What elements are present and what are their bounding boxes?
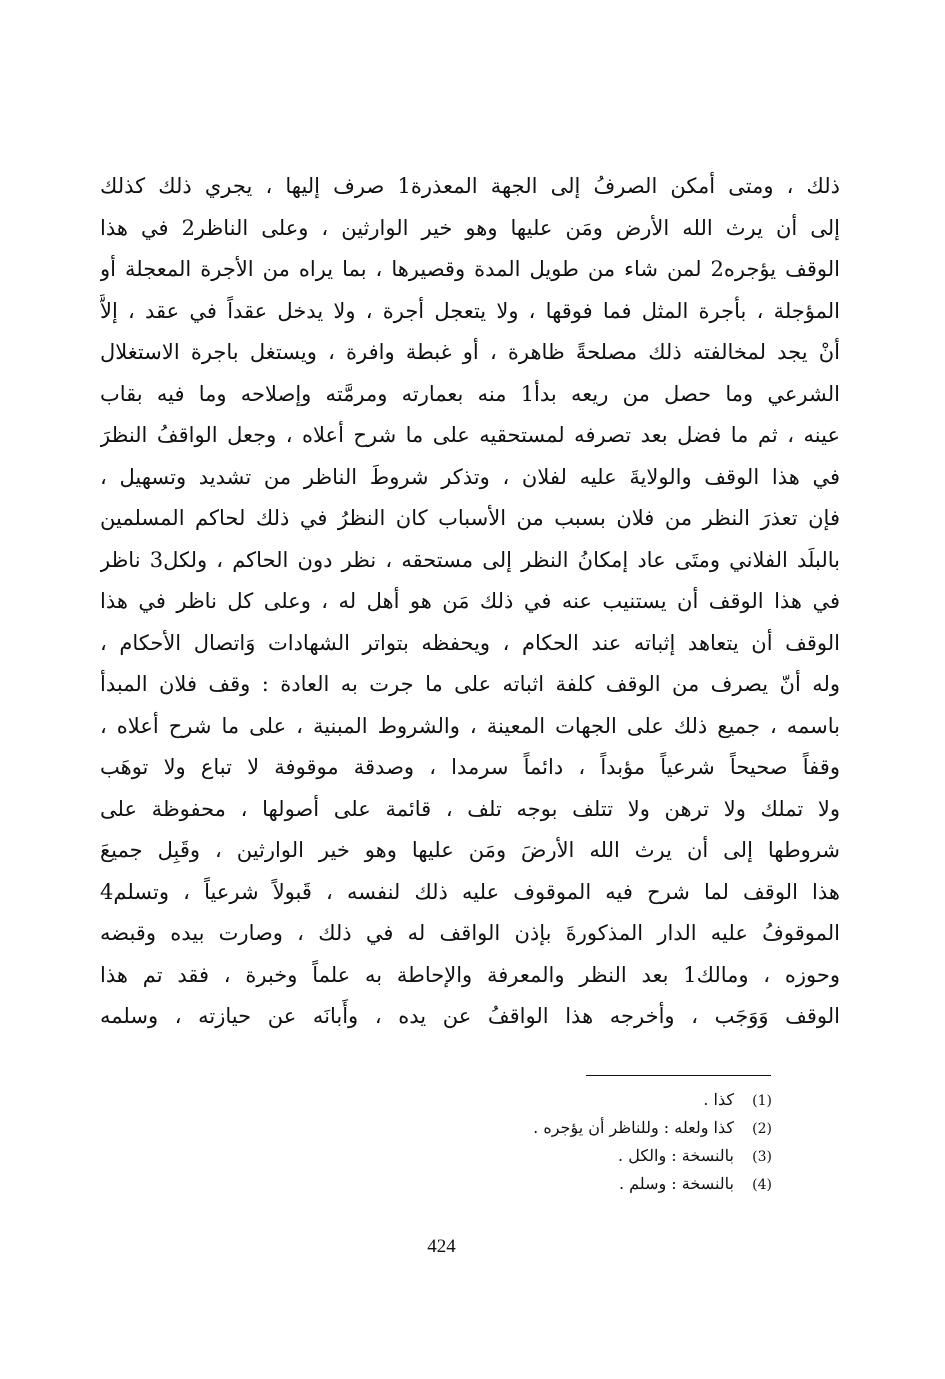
footnotes [300, 1086, 772, 1198]
footnote-item [300, 1086, 772, 1114]
footnote-number: (1) [752, 1093, 772, 1109]
footnote-number: (4) [752, 1177, 772, 1193]
text-line: في هذا الوقف أن يستنيب عنه في ذلك مَن هو أهل له ، وعلى كل ناظر في هذا [100, 589, 840, 613]
text-line: الوقف يؤجره2 لمن شاء من طويل المدة وقصيرها ، بما يراه من الأجرة المعجلة أو [100, 257, 840, 281]
footnote-number: (3) [752, 1149, 772, 1165]
text-line: فإن تعذرَ النظر من فلان بسبب من الأسباب كان النظرُ في ذلك لحاكم المسلمين [100, 506, 840, 530]
text-line: وقفاً صحيحاً شرعياً مؤبداً ، دائماً سرمدا ، وصدقة موقوفة لا تباع ولا توهَب [100, 755, 840, 779]
footnote-item [300, 1170, 772, 1198]
text-line: عينه ، ثم ما فضل بعد تصرفه لمستحقيه على ما شرح أعلاه ، وجعل الواقفُ النظرَ [100, 423, 840, 447]
footnote-text: بالنسخة : والكل . [618, 1146, 734, 1165]
text-line: ذلك ، ومتى أمكن الصرفُ إلى الجهة المعذرة1 صرف إليها ، يجري ذلك كذلك [100, 174, 840, 198]
footnote-item [300, 1114, 772, 1142]
text-line: الوقف وَوَجَب ، وأخرجه هذا الواقفُ عن يده ، وأَبانَه عن حيازته ، وسلمه [100, 1004, 840, 1028]
text-line: بالبلَد الفلاني ومتَى عاد إمكانُ النظر إلى مستحقه ، نظر دون الحاكم ، ولكل3 ناظر [100, 547, 840, 572]
text-line: إلى أن يرث الله الأرض ومَن عليها وهو خير الوارثين ، وعلى الناظر2 في هذا [100, 215, 840, 240]
text-line: الموقوفُ عليه الدار المذكورةَ بإذن الواقف له في ذلك ، وصارت بيده وقبضه [100, 921, 840, 945]
footnote-item [300, 1142, 772, 1170]
text-line: ولا تملك ولا ترهن ولا تتلف بوجه تلف ، قائمة على أصولها ، محفوظة على [100, 796, 840, 821]
text-line: الشرعي وما حصل من ريعه بدأ1 منه بعمارته ومرمَّته وإصلاحه وما فيه بقاب [100, 381, 840, 406]
footnote-separator [586, 1075, 771, 1076]
footnote-number: (2) [752, 1121, 772, 1137]
text-line: المؤجلة ، بأجرة المثل فما فوقها ، ولا يتعجل أجرة ، ولا يدخل عقداً في عقد ، إلاَّ [100, 298, 840, 323]
page-number: 424 [427, 1236, 456, 1257]
text-line: باسمه ، جميع ذلك على الجهات المعينة ، والشروط المبنية ، على ما شرح أعلاه ، [100, 713, 840, 738]
main-text [100, 166, 840, 1038]
text-line: وحوزه ، ومالك1 بعد النظر والمعرفة والإحاطة به علماً وخبرة ، فقد تم هذا [100, 962, 840, 987]
text-line: شروطها إلى أن يرث الله الأرضَ ومَن عليها وهو خير الوارثين ، وقَبِل جميعَ [100, 838, 840, 862]
text-line: هذا الوقف لما شرح فيه الموقوف عليه ذلك لنفسه ، قَبولاً شرعياً ، وتسلم4 [100, 879, 840, 904]
footnote-text: كذا ولعله : وللناظر أن يؤجره . [533, 1118, 734, 1137]
footnote-text: بالنسخة : وسلم . [618, 1174, 734, 1193]
text-line: الوقف أن يتعاهد إثباته عند الحكام ، ويحفظه بتواتر الشهادات وَاتصال الأحكام ، [100, 630, 840, 655]
text-line: في هذا الوقف والولايةَ عليه لفلان ، وتذكر شروطَ الناظر من تشديد وتسهيل ، [100, 464, 840, 489]
text-line: أنْ يجد لمخالفته ذلك مصلحةً ظاهرة ، أو غبطة وافرة ، ويستغل باجرة الاستغلال [100, 340, 840, 364]
text-line: وله أنّ يصرف من الوقف كلفة اثباته على ما جرت به العادة : وقف فلان المبدأ [100, 672, 840, 696]
footnote-text: كذا . [703, 1090, 734, 1109]
